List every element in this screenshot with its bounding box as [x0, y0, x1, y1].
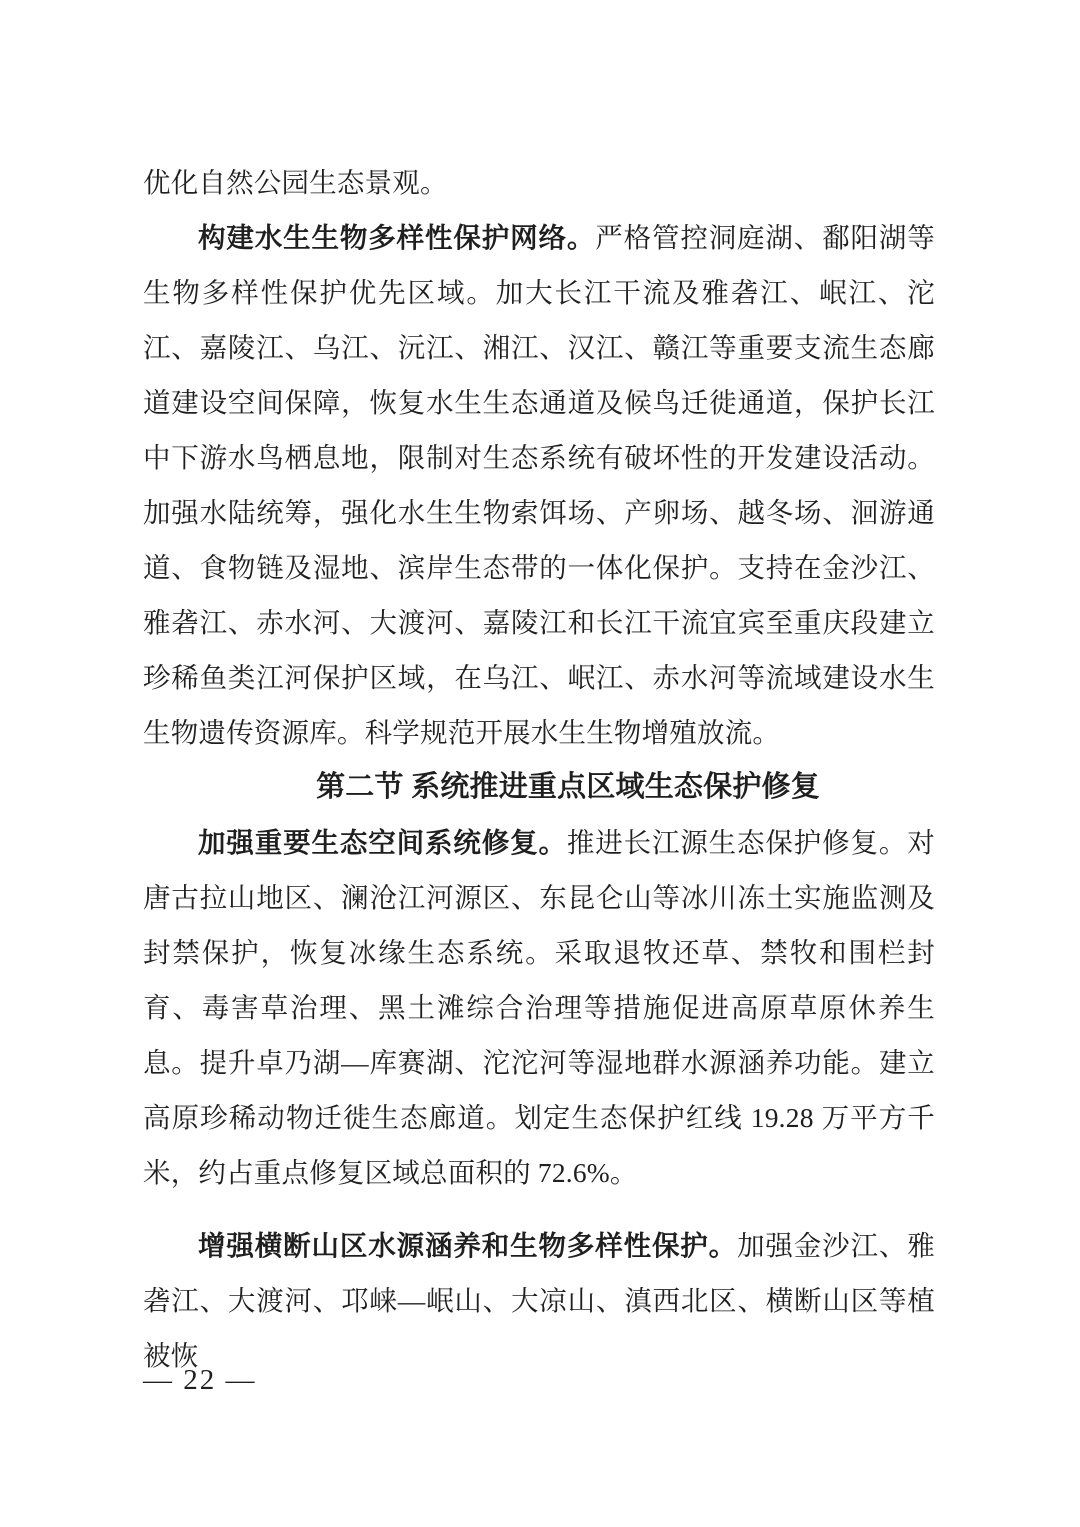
section-heading: 第二节 系统推进重点区域生态保护修复: [316, 771, 820, 803]
paragraph-key-space-restoration: [143, 815, 935, 1200]
paragraph-body-hengduan-mountains: 加强金沙江、雅砻江、大渡河、邛崃—岷山、大凉山、滇西北区、横断山区等植被恢: [143, 1230, 935, 1371]
paragraph-lead-hengduan-mountains: 增强横断山区水源涵养和生物多样性保护。: [198, 1230, 738, 1261]
paragraph-lead-aquatic-biodiversity: 构建水生生物多样性保护网络。: [198, 222, 596, 253]
paragraph-body-aquatic-biodiversity: 严格管控洞庭湖、鄱阳湖等生物多样性保护优先区域。加大长江干流及雅砻江、岷江、沱江、嘉陵江、乌江、沅江、湘江、汉江、赣江等重要支流生态廊道建设空间保障，恢复水生生态通道及候鸟迁徙通道，保护长江中下游水鸟栖息地，限制对生态系统有破坏性的开发建设活动。加强水陆统筹，强化水生生物索饵场、产卵场、越冬场、洄游通道、食物链及湿地、滨岸生态带的一体化保护。支持在金沙江、雅砻江、赤水河、大渡河、嘉陵江和长江干流宜宾至重庆段建立珍稀鱼类江河保护区域，在乌江、岷江、赤水河等流域建设水生生物遗传资源库。科学规范开展水生生物增殖放流。: [143, 222, 935, 748]
page-number-footer: — 22 —: [143, 1364, 257, 1396]
paragraph-body-key-space-restoration: 推进长江源生态保护修复。对唐古拉山地区、澜沧江河源区、东昆仑山等冰川冻土实施监测及封禁保护，恢复冰缘生态系统。采取退牧还草、禁牧和围栏封育、毒害草治理、黑土滩综合治理等措施促进高原草原休养生息。提升卓乃湖—库赛湖、沱沱河等湿地群水源涵养功能。建立高原珍稀动物迁徙生态廊道。划定生态保护红线 19.28 万平方千米，约占重点修复区域总面积的 72.6%。: [143, 827, 935, 1188]
paragraph-natural-park: 优化自然公园生态景观。: [143, 167, 448, 198]
paragraph-aquatic-biodiversity: [143, 210, 935, 760]
paragraph-hengduan-mountains: [143, 1218, 935, 1383]
body-text: [143, 155, 935, 1383]
paragraph-lead-key-space-restoration: 加强重要生态空间系统修复。: [198, 827, 567, 858]
